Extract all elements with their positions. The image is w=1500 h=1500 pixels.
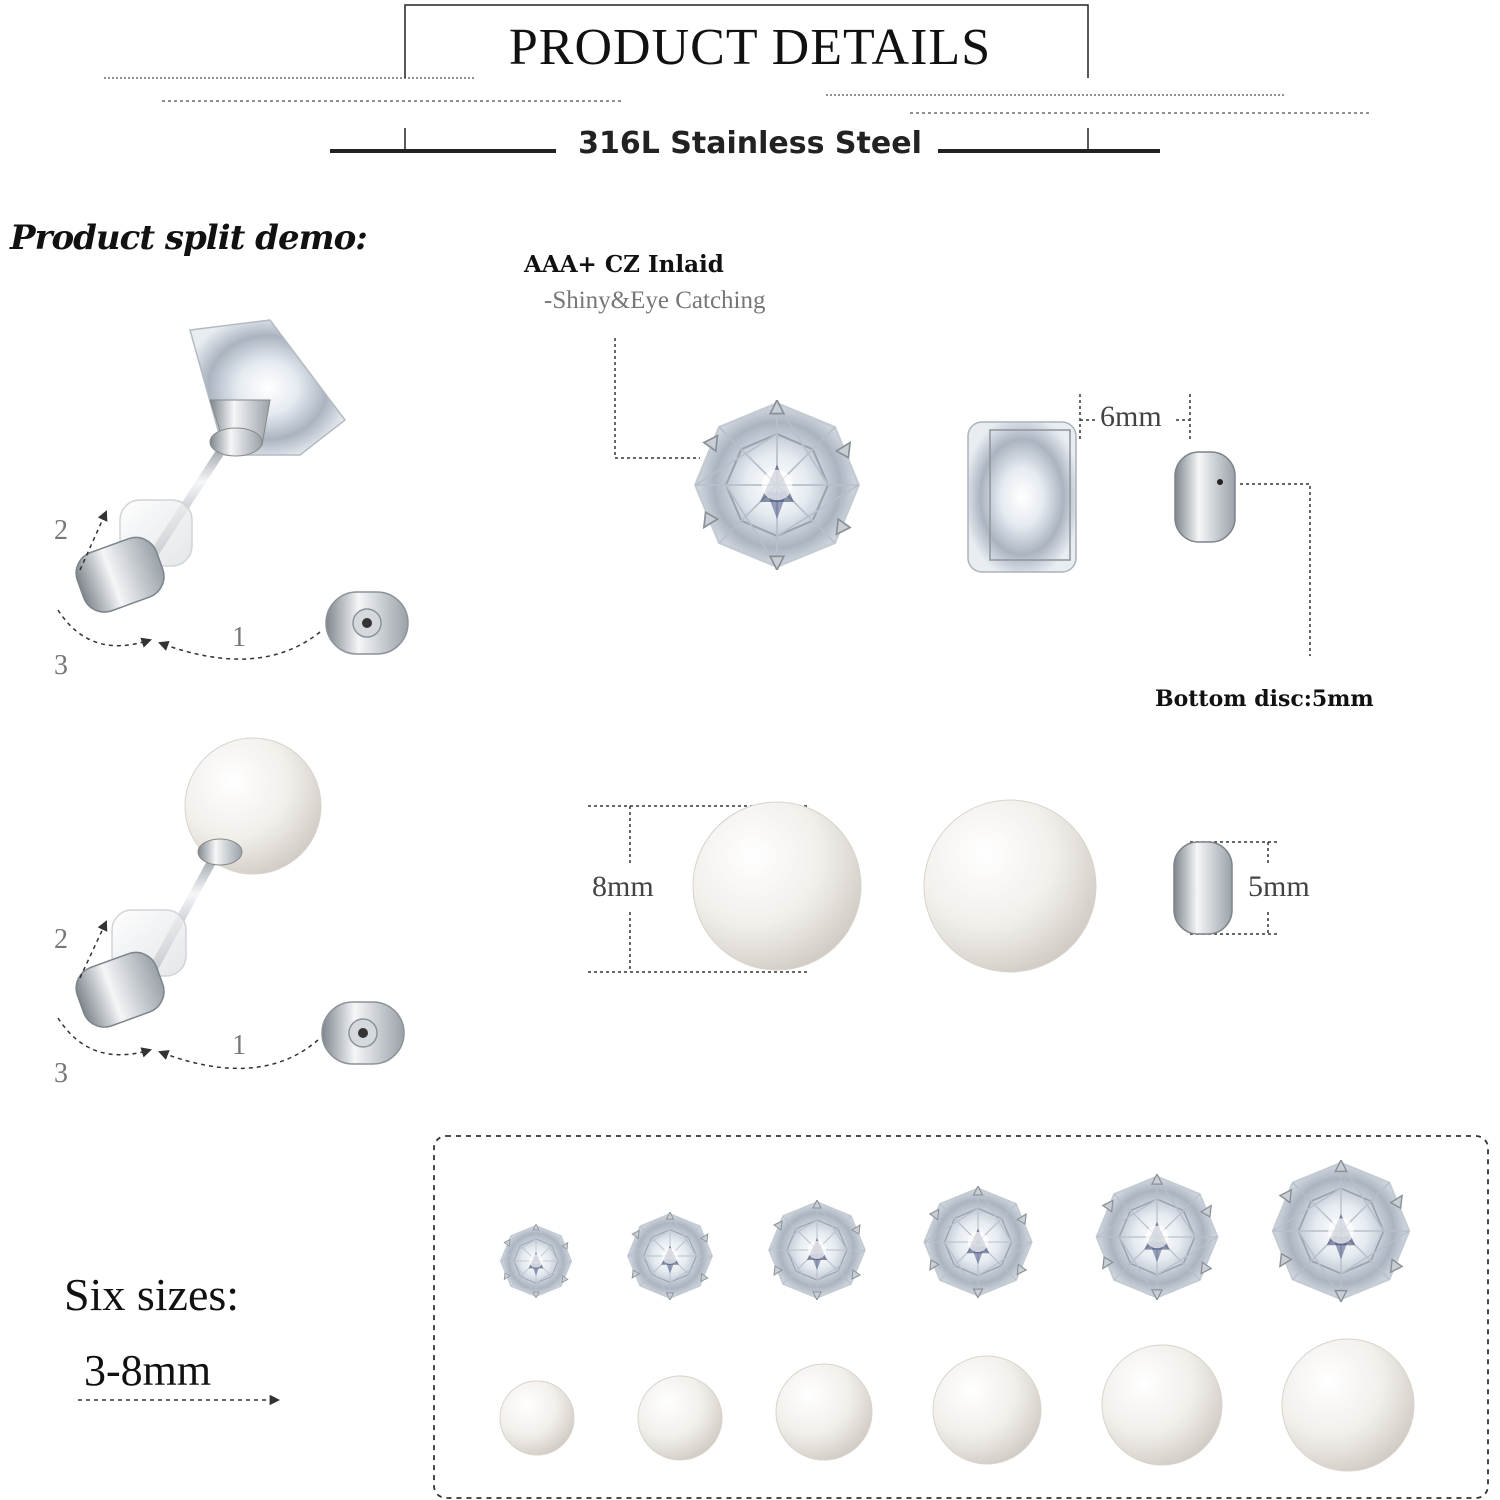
material-subtitle: 316L Stainless Steel: [578, 126, 922, 161]
pearl-earring-views: [588, 800, 1280, 972]
step-3-label: 3: [54, 650, 68, 681]
step-2-label: 2: [54, 924, 68, 955]
pearl-size-label: 8mm: [592, 870, 654, 903]
cz-earring-views: [615, 338, 1310, 656]
step-3-label: 3: [54, 1058, 68, 1089]
step-1-label: 1: [232, 1030, 246, 1061]
page-title: PRODUCT DETAILS: [508, 19, 992, 76]
disc-size-label: 5mm: [1248, 870, 1310, 903]
six-sizes-panel: [434, 1136, 1488, 1498]
stone-size-label: 6mm: [1100, 400, 1162, 433]
cz-subtitle: -Shiny&Eye Catching: [544, 287, 766, 314]
cz-earring-split-demo: [58, 320, 408, 659]
cz-title: AAA+ CZ Inlaid: [524, 251, 724, 278]
bottom-disc-label: Bottom disc:5mm: [1155, 686, 1374, 712]
size-range-label: 3-8mm: [84, 1346, 212, 1395]
step-2-label: 2: [54, 515, 68, 546]
pearl-earring-split-demo: [58, 738, 404, 1068]
split-demo-label: Product split demo:: [10, 218, 367, 258]
step-1-label: 1: [232, 622, 246, 653]
six-sizes-label: Six sizes:: [64, 1269, 240, 1320]
